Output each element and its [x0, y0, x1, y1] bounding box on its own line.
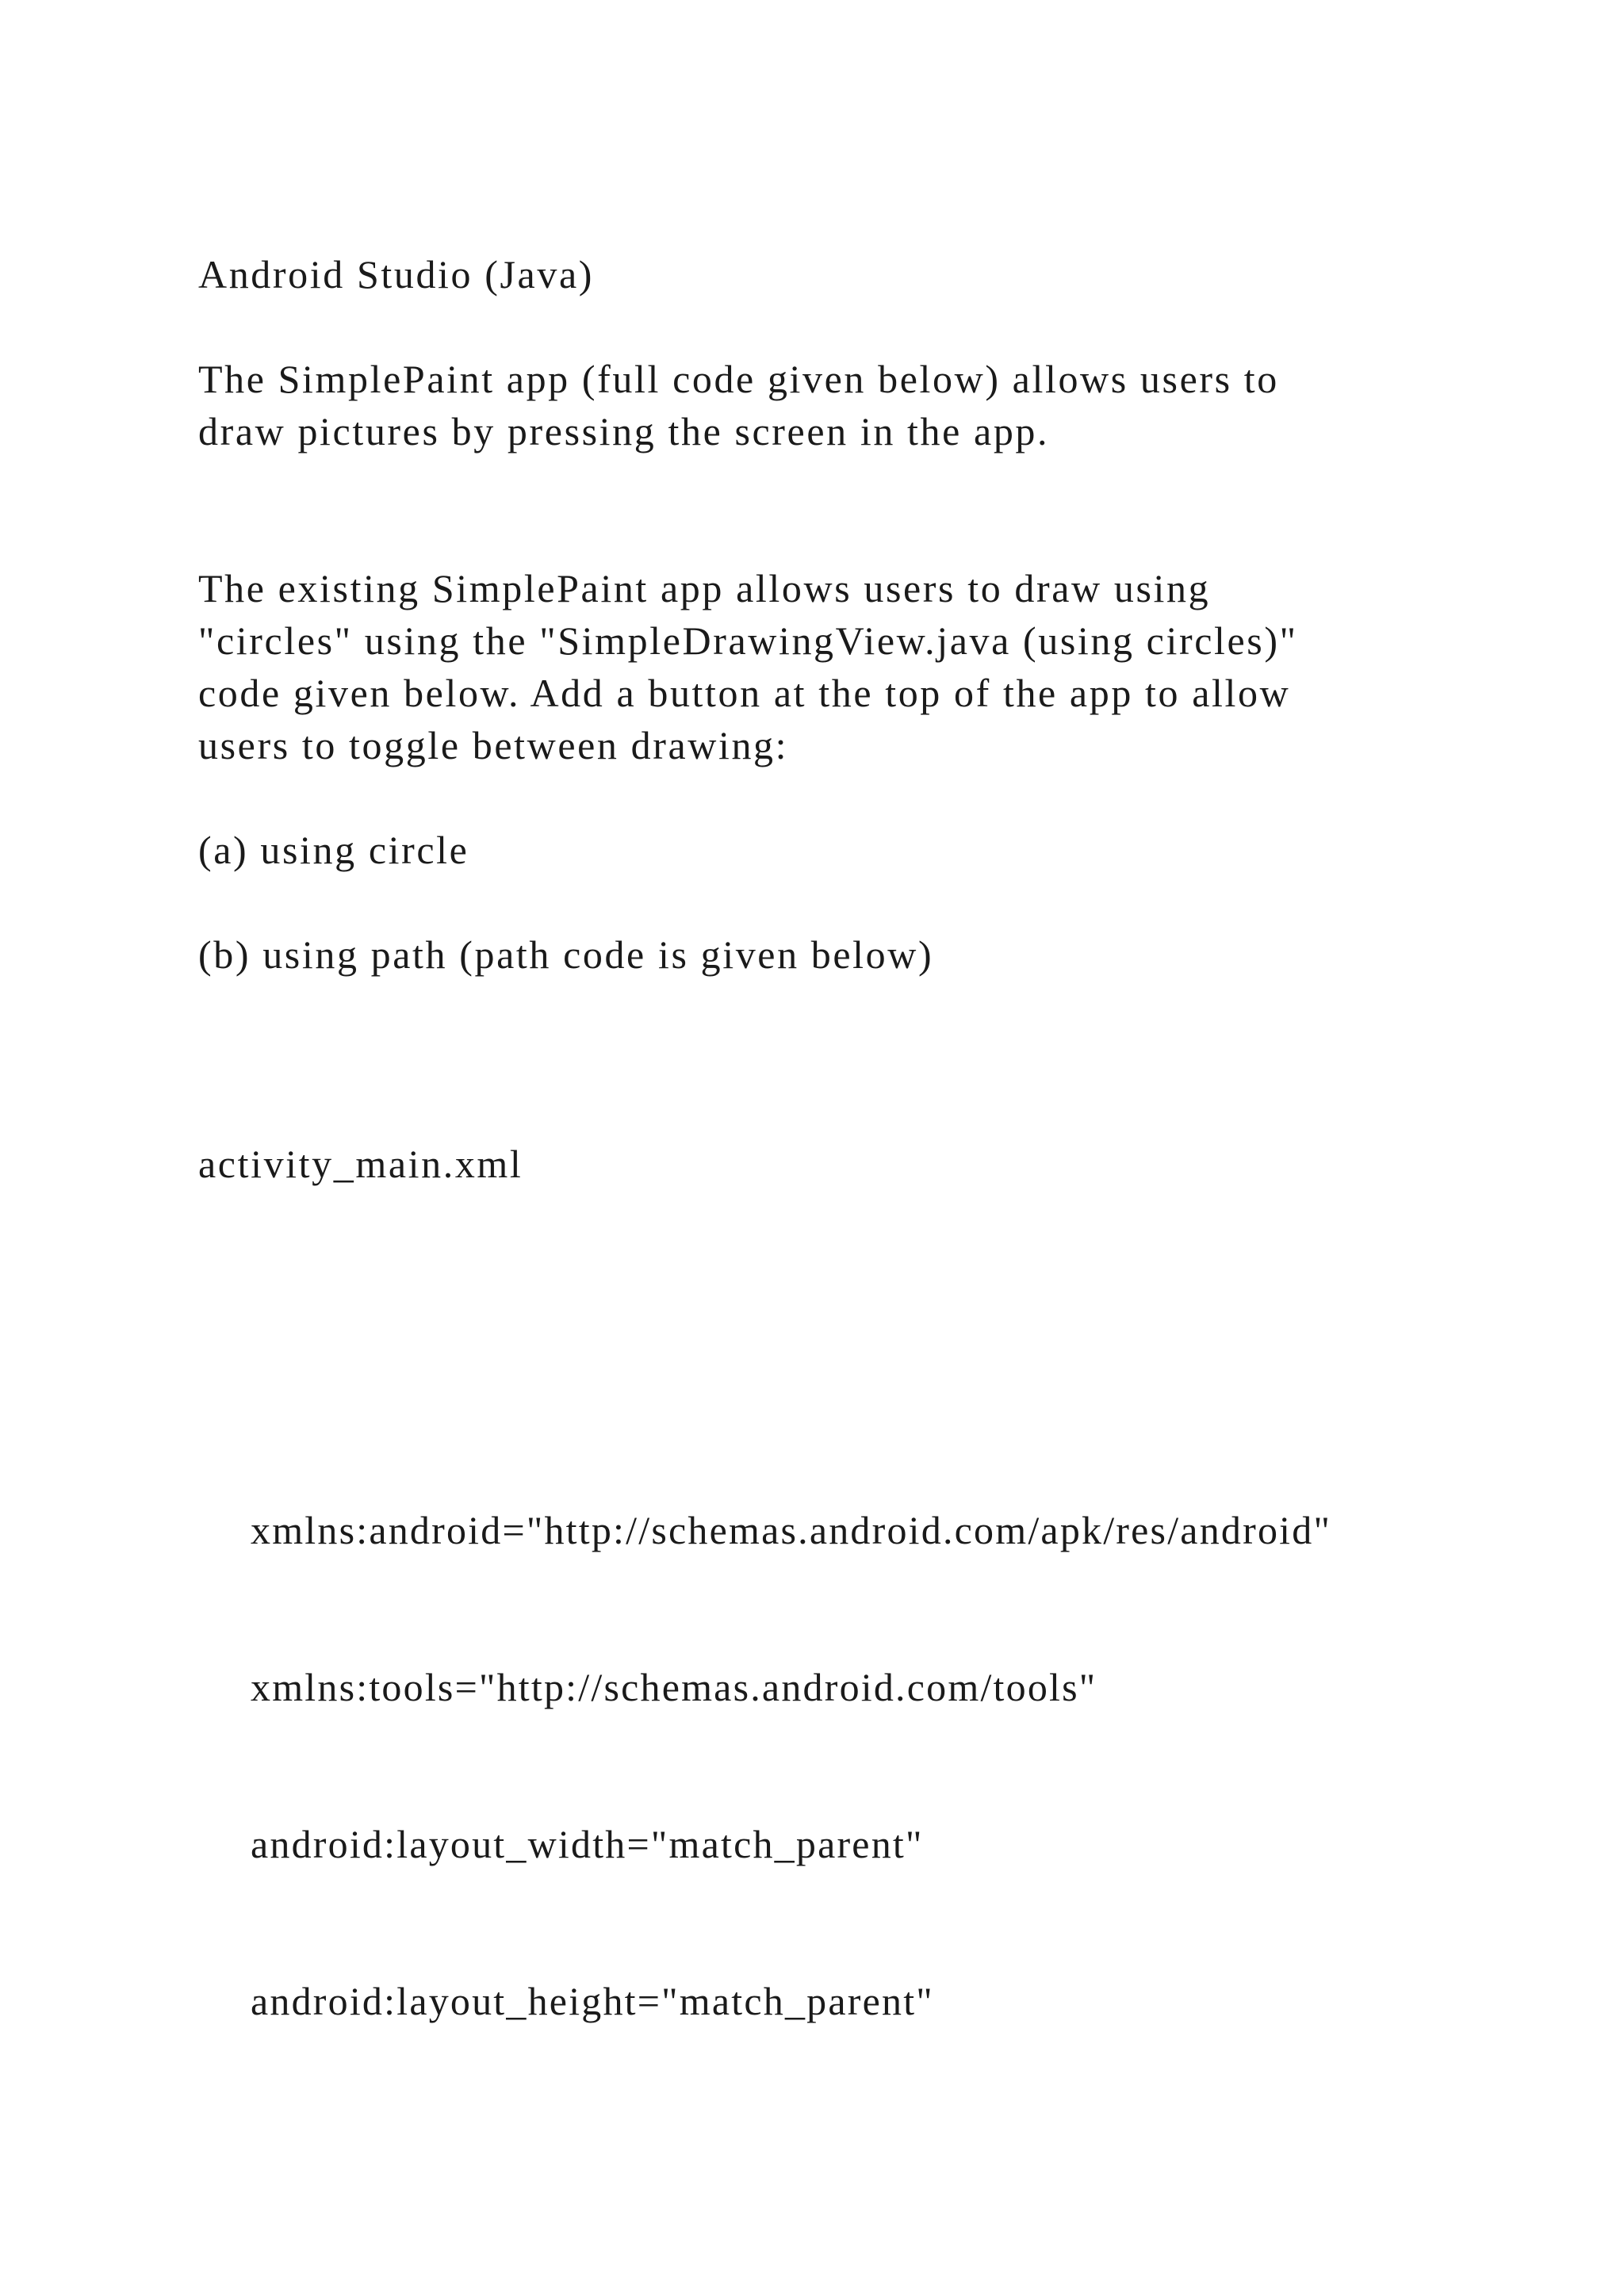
code-line-4: android:layout_height="match_parent": [251, 1979, 934, 2023]
option-b: (b) using path (path code is given below): [198, 932, 934, 977]
task-line-1: The existing SimplePaint app allows users to draw using: [198, 566, 1211, 610]
code-line-1: xmlns:android="http://schemas.android.com/apk/res/android": [251, 1508, 1332, 1552]
file-name-heading: activity_main.xml: [198, 1142, 523, 1186]
task-line-3: code given below. Add a button at the top of the app to allow: [198, 671, 1291, 715]
code-line-3: android:layout_width="match_parent": [251, 1822, 924, 1866]
document-title: Android Studio (Java): [198, 252, 594, 297]
intro-line-1: The SimplePaint app (full code given below) allows users to: [198, 357, 1279, 401]
task-line-2: "circles" using the "SimpleDrawingView.java (using circles)": [198, 618, 1298, 663]
task-line-4: users to toggle between drawing:: [198, 723, 789, 767]
option-a: (a) using circle: [198, 828, 469, 872]
intro-line-2: draw pictures by pressing the screen in the app.: [198, 409, 1050, 453]
code-line-2: xmlns:tools="http://schemas.android.com/tools": [251, 1665, 1097, 1709]
